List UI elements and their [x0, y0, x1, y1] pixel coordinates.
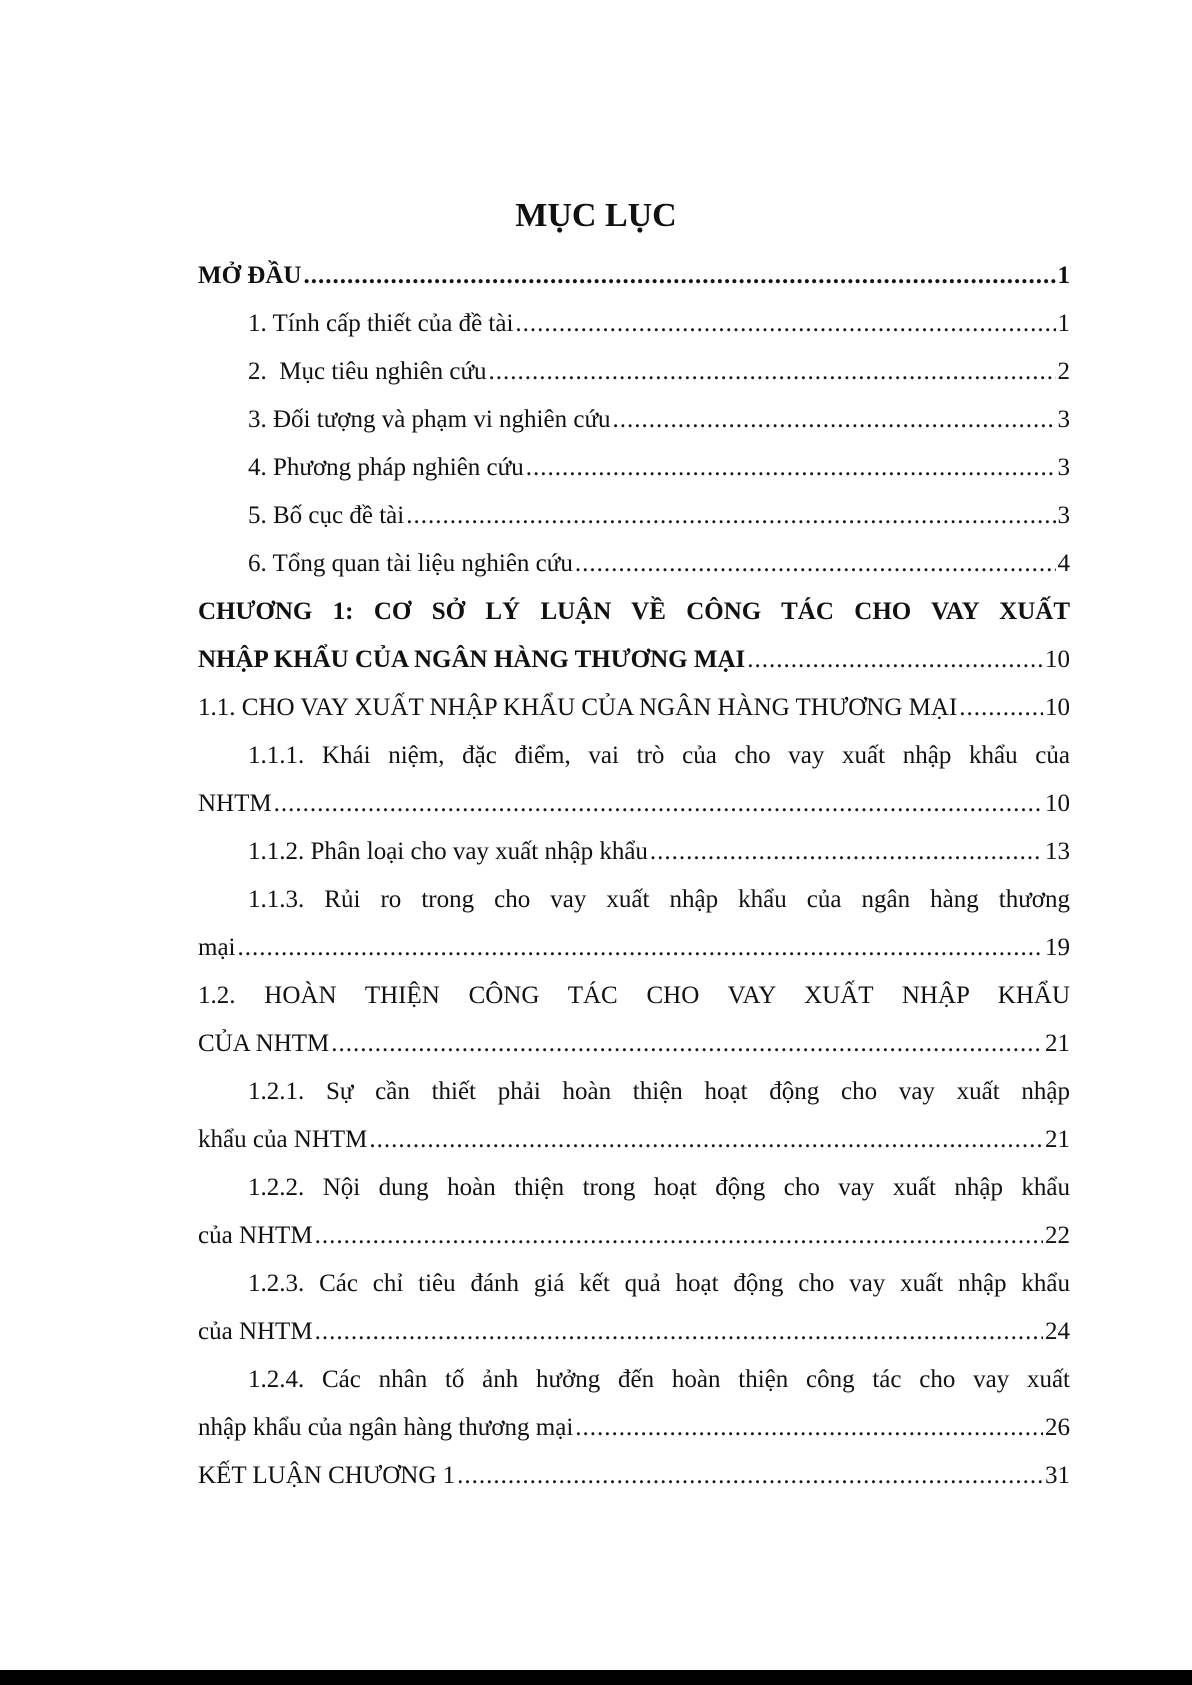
toc-entry-text: CHƯƠNG 1: CƠ SỞ LÝ LUẬN VỀ CÔNG TÁC CHO VAY XUẤT — [198, 598, 1070, 625]
toc-page-number: 10 — [1045, 646, 1070, 673]
toc-entry-1-2-3[interactable] — [198, 1260, 1070, 1356]
toc-entry-text-continued: mại — [198, 934, 236, 961]
toc-entry-1-2-2[interactable] — [198, 1164, 1070, 1260]
dot-leader — [457, 1452, 1043, 1500]
toc-entry-text: MỞ ĐẦU — [198, 262, 302, 289]
toc-entry-text: 1. Tính cấp thiết của đề tài — [248, 310, 514, 337]
toc-page-number: 21 — [1045, 1030, 1070, 1057]
toc-entry-text: 1.1. CHO VAY XUẤT NHẬP KHẨU CỦA NGÂN HÀNG THƯƠNG MẠI — [198, 694, 958, 721]
dot-leader — [489, 348, 1056, 396]
dot-leader — [331, 1020, 1043, 1068]
toc-entry-chuong-1[interactable] — [198, 588, 1070, 684]
toc-entry-3[interactable] — [198, 396, 1070, 444]
toc-entry-1[interactable] — [198, 300, 1070, 348]
toc-entry-text: 4. Phương pháp nghiên cứu — [248, 454, 524, 481]
dot-leader — [575, 1404, 1043, 1452]
toc-entry-6[interactable] — [198, 540, 1070, 588]
dot-leader — [238, 924, 1044, 972]
toc-entry-text-continued: khẩu của NHTM — [198, 1126, 368, 1153]
toc-page-number: 3 — [1057, 502, 1070, 529]
dot-leader — [369, 1116, 1043, 1164]
toc-entry-text: 2. Mục tiêu nghiên cứu — [248, 358, 487, 385]
toc-entry-1-2-4[interactable] — [198, 1356, 1070, 1452]
toc-entry-text: 1.1.1. Khái niệm, đặc điểm, vai trò của cho vay xuất nhập khẩu của — [248, 742, 1070, 769]
dot-leader — [315, 1308, 1043, 1356]
toc-page-number: 19 — [1045, 934, 1070, 961]
toc-page-number: 3 — [1057, 406, 1070, 433]
dot-leader — [613, 396, 1056, 444]
toc-page-number: 10 — [1045, 694, 1070, 721]
toc-entry-text-continued: của NHTM — [198, 1222, 313, 1249]
toc-page-number: 13 — [1045, 838, 1070, 865]
toc-entry-text: 6. Tổng quan tài liệu nghiên cứu — [248, 550, 573, 577]
toc-entry-1-1-2[interactable] — [198, 828, 1070, 876]
toc-page-number: 3 — [1057, 454, 1070, 481]
dot-leader — [747, 636, 1043, 684]
toc-page-number: 2 — [1057, 358, 1070, 385]
toc-entry-text-continued: NHTM — [198, 790, 272, 817]
toc-page-number: 26 — [1045, 1414, 1070, 1441]
dot-leader — [650, 828, 1043, 876]
toc-entry-1-1[interactable] — [198, 684, 1070, 732]
toc-entry-text-continued: NHẬP KHẨU CỦA NGÂN HÀNG THƯƠNG MẠI — [198, 646, 746, 673]
dot-leader — [274, 780, 1043, 828]
toc-page-number: 24 — [1045, 1318, 1070, 1345]
toc-entry-1-2-1[interactable] — [198, 1068, 1070, 1164]
table-of-contents — [198, 252, 1070, 1500]
toc-entry-mo-dau[interactable] — [198, 252, 1070, 300]
toc-page-number: 1 — [1057, 262, 1070, 289]
toc-entry-text: 1.1.2. Phân loại cho vay xuất nhập khẩu — [248, 838, 648, 865]
toc-page-number: 10 — [1045, 790, 1070, 817]
toc-entry-text: 1.2. HOÀN THIỆN CÔNG TÁC CHO VAY XUẤT NHẬP KHẨU — [198, 982, 1070, 1009]
dot-leader — [315, 1212, 1043, 1260]
toc-entry-text-continued: nhập khẩu của ngân hàng thương mại — [198, 1414, 574, 1441]
toc-entry-4[interactable] — [198, 444, 1070, 492]
dot-leader — [959, 684, 1043, 732]
toc-entry-text-continued: của NHTM — [198, 1318, 313, 1345]
toc-page-number: 21 — [1045, 1126, 1070, 1153]
dot-leader — [575, 540, 1056, 588]
toc-entry-text: 1.2.2. Nội dung hoàn thiện trong hoạt động cho vay xuất nhập khẩu — [248, 1174, 1070, 1201]
toc-entry-1-1-3[interactable] — [198, 876, 1070, 972]
toc-entry-1-1-1[interactable] — [198, 732, 1070, 828]
dot-leader — [406, 492, 1055, 540]
toc-entry-2[interactable] — [198, 348, 1070, 396]
toc-page-number: 22 — [1045, 1222, 1070, 1249]
toc-entry-text: 5. Bố cục đề tài — [248, 502, 405, 529]
toc-entry-text: 1.2.1. Sự cần thiết phải hoàn thiện hoạt động cho vay xuất nhập — [248, 1078, 1070, 1105]
toc-entry-text: KẾT LUẬN CHƯƠNG 1 — [198, 1462, 456, 1489]
toc-entry-1-2[interactable] — [198, 972, 1070, 1068]
dot-leader — [515, 300, 1055, 348]
toc-page-number: 4 — [1057, 550, 1070, 577]
toc-entry-5[interactable] — [198, 492, 1070, 540]
toc-entry-text: 1.2.3. Các chỉ tiêu đánh giá kết quả hoạt động cho vay xuất nhập khẩu — [248, 1270, 1070, 1297]
toc-entry-text: 1.1.3. Rủi ro trong cho vay xuất nhập khẩu của ngân hàng thương — [248, 886, 1070, 913]
toc-page-number: 1 — [1057, 310, 1070, 337]
toc-page-number: 31 — [1045, 1462, 1070, 1489]
page-title: MỤC LỤC — [515, 197, 677, 234]
toc-entry-text-continued: CỦA NHTM — [198, 1030, 330, 1057]
toc-entry-text: 1.2.4. Các nhân tố ảnh hưởng đến hoàn thiện công tác cho vay xuất — [248, 1366, 1070, 1393]
scan-bottom-border — [0, 1670, 1192, 1685]
dot-leader — [303, 252, 1055, 300]
toc-entry-ket-luan-chuong-1[interactable] — [198, 1452, 1070, 1500]
dot-leader — [526, 444, 1056, 492]
toc-entry-text: 3. Đối tượng và phạm vi nghiên cứu — [248, 406, 611, 433]
